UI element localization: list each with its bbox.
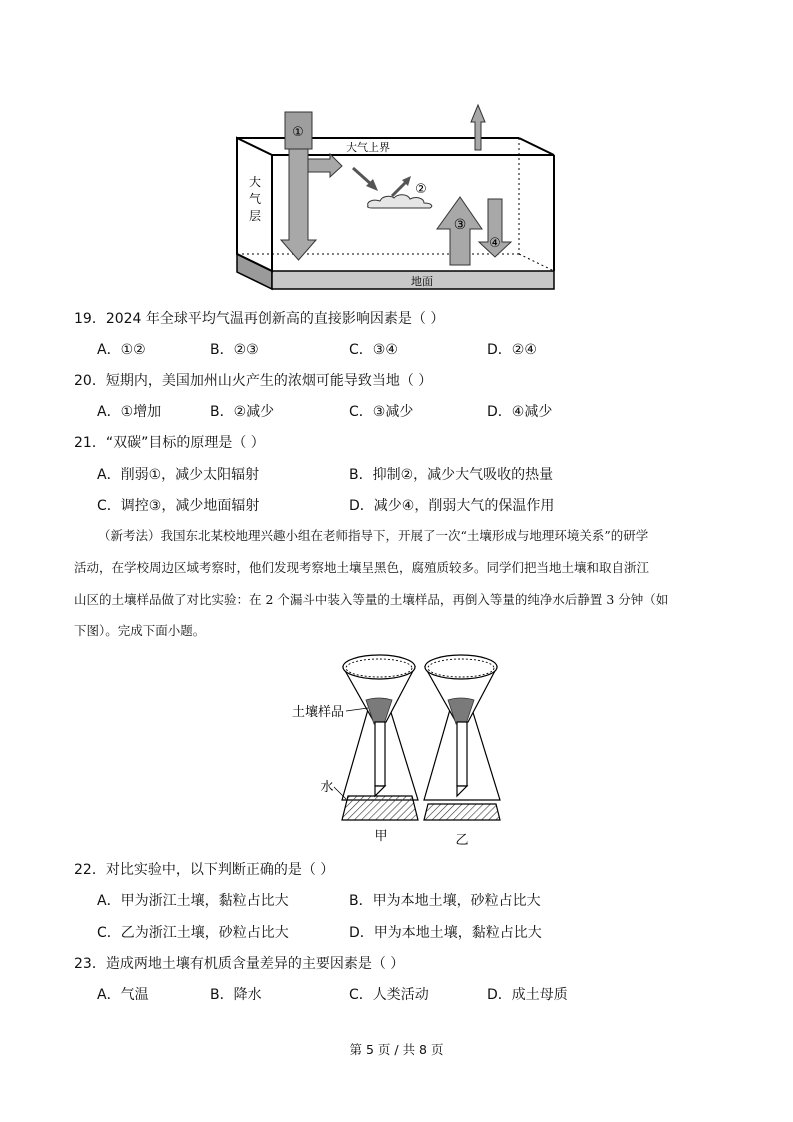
- passage-line-1-text: （新考法）我国东北某校地理兴趣小组在老师指导下，开展了一次“土壤形成与地理环境关系”的研学: [98, 528, 649, 543]
- q22-stem: 22．对比实验中，以下判断正确的是（ ）: [74, 862, 335, 878]
- q20-stem: 20．短期内，美国加州山火产生的浓烟可能导致当地（ ）: [74, 373, 433, 389]
- to-cloud-arrow-line: [353, 168, 372, 185]
- box-top-right-edge: [519, 138, 554, 155]
- q23-option-a: A．气温: [97, 987, 149, 1003]
- funnel-stem-left: [375, 722, 385, 786]
- atmosphere-layer-char-2: 气: [248, 192, 262, 206]
- funnel-rim-left: [343, 655, 415, 679]
- atmosphere-layer-char-1: 大: [248, 175, 262, 189]
- label-4: ④: [489, 236, 501, 251]
- q19-option-d: D．②④: [487, 342, 537, 358]
- label-1: ①: [292, 125, 304, 140]
- funnel-rim-right: [425, 655, 497, 679]
- funnel-right: [424, 655, 500, 820]
- water-label: 水: [320, 780, 334, 795]
- q22-option-d: D．甲为本地土壤，黏粒占比大: [349, 925, 542, 941]
- q23-stem: 23．造成两地土壤有机质含量差异的主要因素是（ ）: [74, 956, 405, 972]
- funnel-left: [342, 655, 418, 820]
- soil-leader-line: [346, 708, 368, 711]
- q20-option-a: A．①增加: [97, 404, 162, 420]
- q21-option-b: B．抑制②，减少大气吸收的热量: [349, 467, 554, 483]
- passage-line-2: 活动，在学校周边区域考察时，他们发现考察地土壤呈黑色，腐殖质较多。同学们把当地土壤和取自浙江: [74, 560, 650, 575]
- q19-option-b: B．②③: [210, 342, 259, 358]
- q20-option-d: D．④减少: [487, 404, 553, 420]
- cloud-up-arrow-line: [392, 182, 406, 196]
- q20-option-b: B．②减少: [210, 404, 275, 420]
- reflection-branch-arrow: [308, 154, 342, 177]
- label-2: ②: [415, 182, 427, 197]
- soil-sample-label: 土壤样品: [291, 705, 345, 720]
- top-boundary-label: 大气上界: [346, 141, 390, 154]
- q21-option-c: C．调控③，减少地面辐射: [97, 498, 260, 514]
- q22-option-b: B．甲为本地土壤，砂粒占比大: [349, 893, 541, 909]
- q22-option-c: C．乙为浙江土壤，砂粒占比大: [97, 925, 289, 941]
- q21-stem: 21．“双碳”目标的原理是（ ）: [74, 435, 265, 451]
- right-funnel-label: 乙: [455, 833, 469, 848]
- box-hidden-diagonal: [519, 254, 554, 271]
- q23-option-c: C．人类活动: [349, 987, 429, 1003]
- atmosphere-layer-char-3: 层: [248, 209, 262, 223]
- q23-option-d: D．成土母质: [487, 987, 568, 1003]
- label-3: ③: [453, 217, 467, 233]
- q20-option-c: C．③减少: [349, 404, 414, 420]
- q19-option-c: C．③④: [349, 342, 398, 358]
- passage-line-3: 山区的土壤样品做了对比实验：在 2 个漏斗中装入等量的土壤样品，再倒入等量的纯净水后静置 3 分钟（如: [74, 592, 669, 607]
- escape-up-arrow: [471, 105, 485, 150]
- q19-stem: 19．2024 年全球平均气温再创新高的直接影响因素是（ ）: [74, 311, 445, 327]
- funnel-stem-right: [457, 722, 467, 786]
- q19-option-a: A．①②: [97, 342, 146, 358]
- funnel-experiment-diagram: [0, 640, 793, 855]
- ground-label: 地面: [411, 275, 433, 288]
- q23-option-b: B．降水: [210, 987, 262, 1003]
- q21-option-a: A．削弱①，减少太阳辐射: [97, 467, 260, 483]
- q21-option-d: D．减少④，削弱大气的保温作用: [349, 498, 555, 514]
- passage-line-1: [74, 520, 724, 551]
- q22-option-a: A．甲为浙江土壤，黏粒占比大: [97, 893, 289, 909]
- atmosphere-diagram: [0, 0, 793, 300]
- passage-line-4: 下图）。完成下面小题。: [74, 623, 206, 638]
- left-funnel-label: 甲: [374, 829, 388, 844]
- water-right: [424, 804, 500, 820]
- water-left: [342, 796, 418, 820]
- page-number: 第 5 页 / 共 8 页: [349, 1042, 444, 1057]
